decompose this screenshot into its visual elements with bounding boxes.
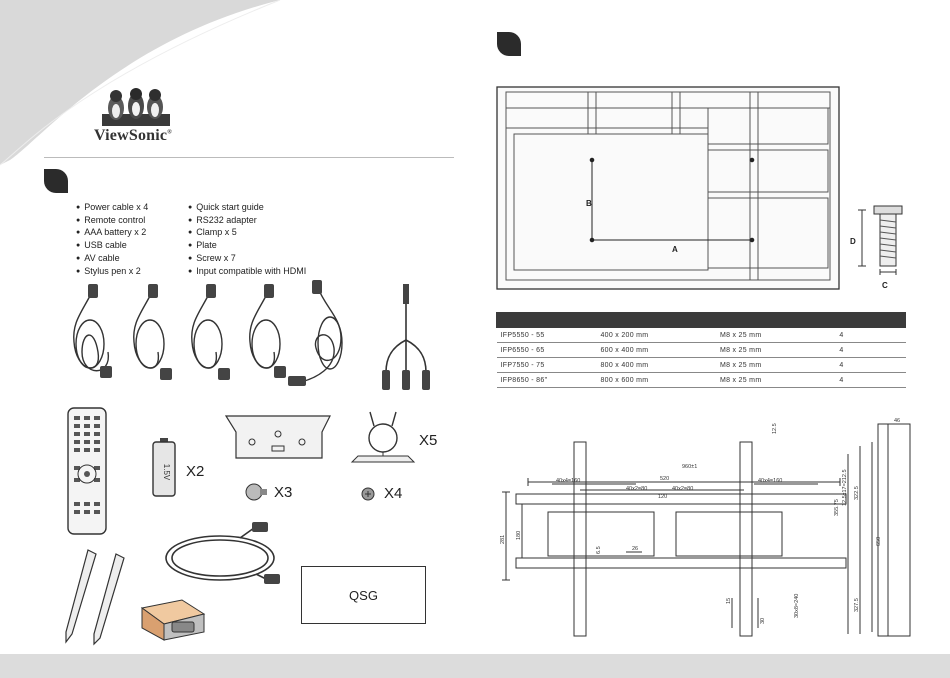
model-cell: IFP7550 - 75 [497,358,597,373]
package-list-left [76,202,148,278]
stylus-pens-illustration [58,546,130,646]
dim-half-height: 322.5 [854,486,860,500]
screw-large-quantity: X3 [274,484,293,501]
vesa-cell: 400 x 200 mm [596,328,715,343]
dim-total-height: 650 [876,536,882,546]
screw-cell: M8 x 25 mm [716,343,835,358]
footer-band [0,654,950,678]
plate-illustration [222,412,334,464]
dim-left-pitch: 40x4=160 [556,478,581,484]
dim-center-span: 520 [660,476,670,482]
rs232-adapter-illustration [138,594,208,644]
table-row [497,358,906,373]
dim-center-gap: 120 [658,494,668,500]
battery-illustration [150,436,178,498]
power-cables-illustration [62,282,302,394]
battery-label: 1.5V [162,463,171,481]
dimension-label-d: D [850,237,856,246]
section-marker-icon [44,169,68,193]
dim-total-width: 960±1 [682,464,698,470]
dim-step-lower: 30x8=240 [794,593,800,618]
model-cell: IFP5550 - 55 [497,328,597,343]
remote-control-illustration [66,406,108,536]
clamp-illustration [350,408,416,466]
table-row [497,328,906,343]
section-marker-icon [497,32,521,56]
package-list-right [188,202,306,278]
list-item: ● Stylus pen x 2 [76,266,148,279]
qsg-box: QSG [301,566,426,624]
dimension-label-a: A [672,245,678,254]
model-cell: IFP8650 - 86" [497,373,597,388]
list-item: ● Input compatible with HDMI [188,266,306,279]
list-item: ● Plate [188,240,306,253]
screw-cell: M8 x 25 mm [716,358,835,373]
screw-cell: M8 x 25 mm [716,328,835,343]
list-item: ● RS232 adapter [188,215,306,228]
brand-name: ViewSonic® [94,127,172,144]
table-header-row [497,313,906,328]
dim-inner-right: 40x2=80 [672,486,694,492]
screw-detail-diagram [848,202,906,292]
section-divider [44,157,454,158]
vesa-cell: 600 x 400 mm [596,343,715,358]
dim-top-offset: 12.5 [772,423,778,434]
dim-lower-half: 327.5 [854,598,860,612]
list-item: ● Screw x 7 [188,253,306,266]
hdmi-cable-illustration [160,518,284,592]
qty-cell: 4 [835,358,905,373]
screw-cell: M8 x 25 mm [716,373,835,388]
screw-small-icon [360,486,376,502]
dim-slot-h: 26 [632,546,639,552]
dim-vert-span: 355.75 [834,499,840,516]
qty-cell: 4 [835,328,905,343]
list-item: ● Power cable x 4 [76,202,148,215]
dim-foot-a: 15 [726,597,732,604]
dim-left-inner: 180 [516,530,522,540]
model-cell: IFP6550 - 65 [497,343,597,358]
list-item: ● AAA battery x 2 [76,227,148,240]
vesa-cell: 800 x 400 mm [596,358,715,373]
list-item: ● USB cable [76,240,148,253]
dimension-label-b: B [586,199,592,208]
usb-cable-illustration [286,278,356,396]
table-row [497,373,906,388]
mount-spec-table [496,312,906,388]
screw-small-quantity: X4 [384,485,403,502]
dim-inner-left: 40x2=80 [626,486,648,492]
table-row [497,343,906,358]
dim-side-depth: 46 [894,418,901,424]
dimension-label-c: C [882,281,888,290]
wall-mount-diagram [496,418,916,644]
clamp-quantity: X5 [419,432,438,449]
battery-quantity: X2 [186,463,205,480]
dim-slot-w: 6.5 [596,546,602,554]
list-item: ● Quick start guide [188,202,306,215]
qty-cell: 4 [835,343,905,358]
vesa-cell: 800 x 600 mm [596,373,715,388]
tv-rear-view-diagram [496,86,840,290]
dim-left-height: 281 [500,534,506,544]
dim-right-pitch: 40x4=160 [758,478,783,484]
av-cable-illustration [370,282,442,396]
list-item: ● Remote control [76,215,148,228]
list-item: ● Clamp x 5 [188,227,306,240]
qty-cell: 4 [835,373,905,388]
dim-foot-b: 30 [760,617,766,624]
list-item: ● AV cable [76,253,148,266]
screw-large-icon [244,480,268,504]
dim-top-steps: 12.5x17=212.5 [842,469,848,506]
